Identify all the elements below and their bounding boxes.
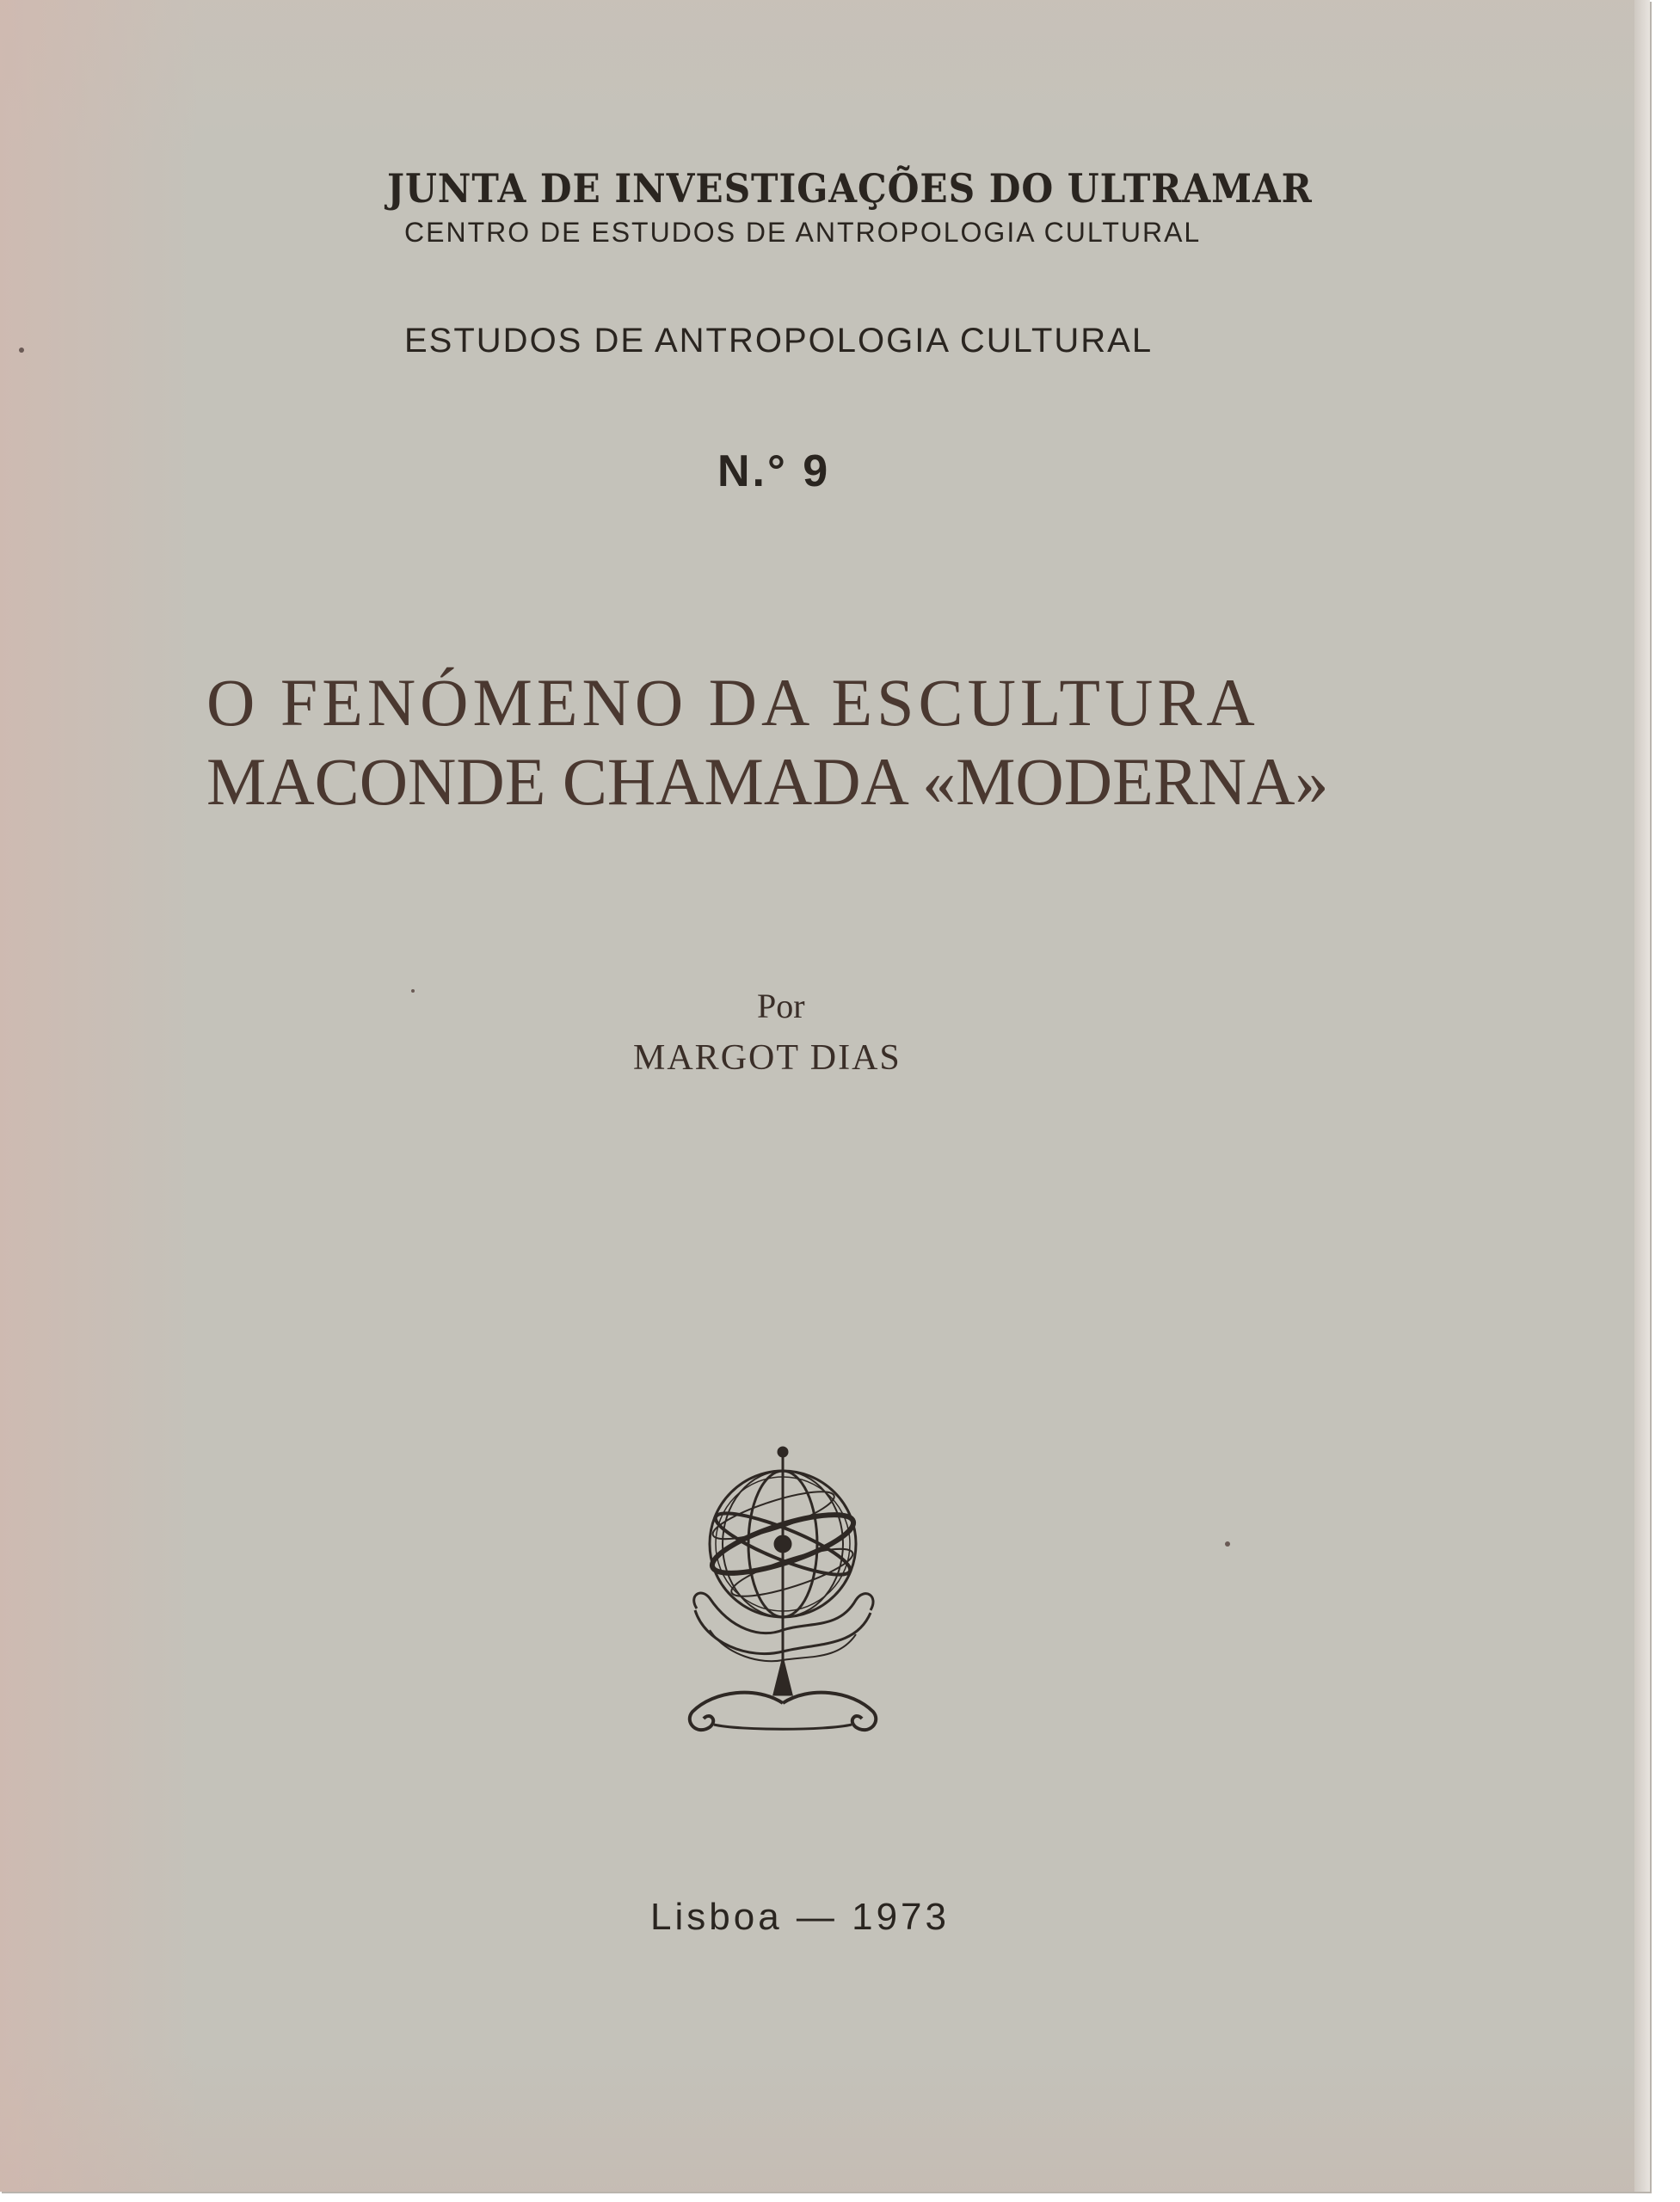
paper-speck: [19, 348, 24, 353]
book-title-line-1: O FENÓMENO DA ESCULTURA: [206, 665, 1259, 740]
armillary-sphere-icon: [680, 1445, 886, 1746]
series-number: N.° 9: [717, 446, 831, 496]
by-label: Por: [757, 987, 805, 1025]
publication-imprint: Lisboa — 1973: [650, 1896, 950, 1938]
paper-speck: [411, 989, 415, 993]
author-name: MARGOT DIAS: [633, 1038, 902, 1078]
cover-edge: [1634, 0, 1650, 2192]
book-title-line-2: MACONDE CHAMADA «MODERNA»: [206, 744, 1329, 819]
paper-speck: [1225, 1541, 1230, 1547]
series-title: ESTUDOS DE ANTROPOLOGIA CULTURAL: [404, 322, 1154, 360]
organization-heading: JUNTA DE INVESTIGAÇÕES DO ULTRAMAR: [387, 165, 1313, 212]
centre-heading: CENTRO DE ESTUDOS DE ANTROPOLOGIA CULTURAL: [404, 217, 1202, 248]
